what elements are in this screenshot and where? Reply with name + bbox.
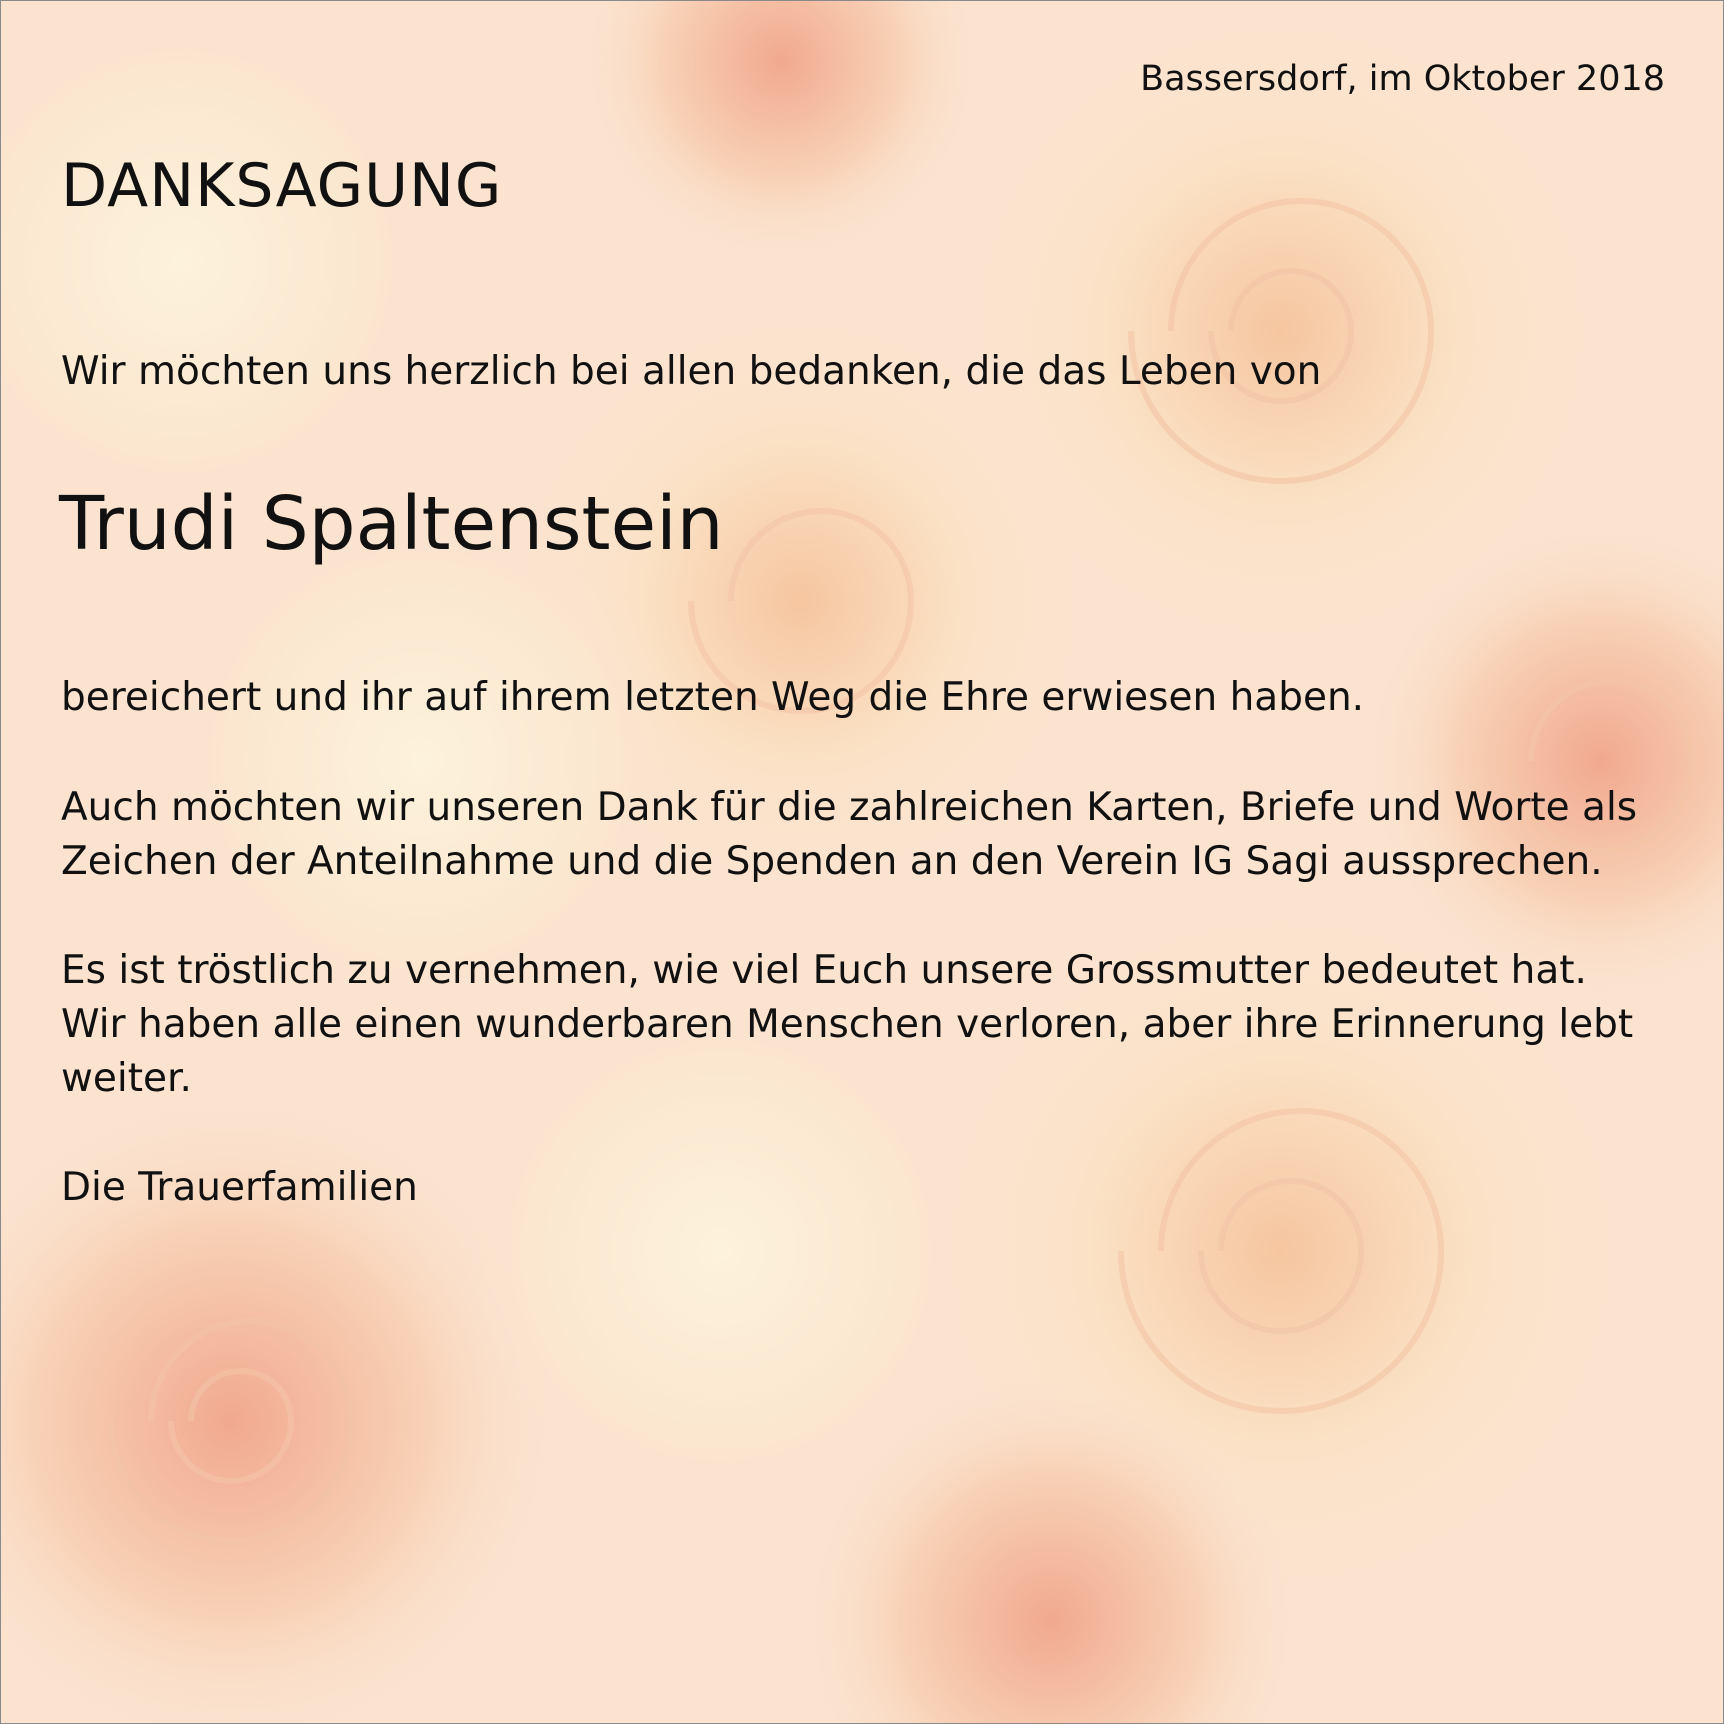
paragraph-2-line-2: Zeichen der Anteilnahme und die Spenden an den Verein IG Sagi aussprechen. — [61, 839, 1603, 884]
signature-line: Die Trauerfamilien — [61, 1165, 418, 1210]
place-date: Bassersdorf, im Oktober 2018 — [1140, 59, 1665, 99]
paragraph-3-line-1: Es ist tröstlich zu vernehmen, wie viel Euch unsere Grossmutter bedeutet hat. — [61, 948, 1587, 993]
signature — [61, 1161, 418, 1215]
paragraph-2 — [61, 781, 1637, 889]
page-title: DANKSAGUNG — [61, 151, 503, 221]
intro-text: Wir möchten uns herzlich bei allen bedanken, die das Leben von — [61, 349, 1322, 394]
paragraph-1 — [61, 671, 1364, 725]
paragraph-3 — [61, 944, 1633, 1106]
deceased-name: Trudi Spaltenstein — [59, 481, 724, 567]
paragraph-2-line-1: Auch möchten wir unseren Dank für die zahlreichen Karten, Briefe und Worte als — [61, 785, 1638, 830]
paragraph-3-line-2: Wir haben alle einen wunderbaren Menschen verloren, aber ihre Erinnerung lebt — [61, 1002, 1634, 1047]
paragraph-1-line: bereichert und ihr auf ihrem letzten Weg die Ehre erwiesen haben. — [61, 675, 1365, 720]
paragraph-3-line-3: weiter. — [61, 1056, 192, 1101]
